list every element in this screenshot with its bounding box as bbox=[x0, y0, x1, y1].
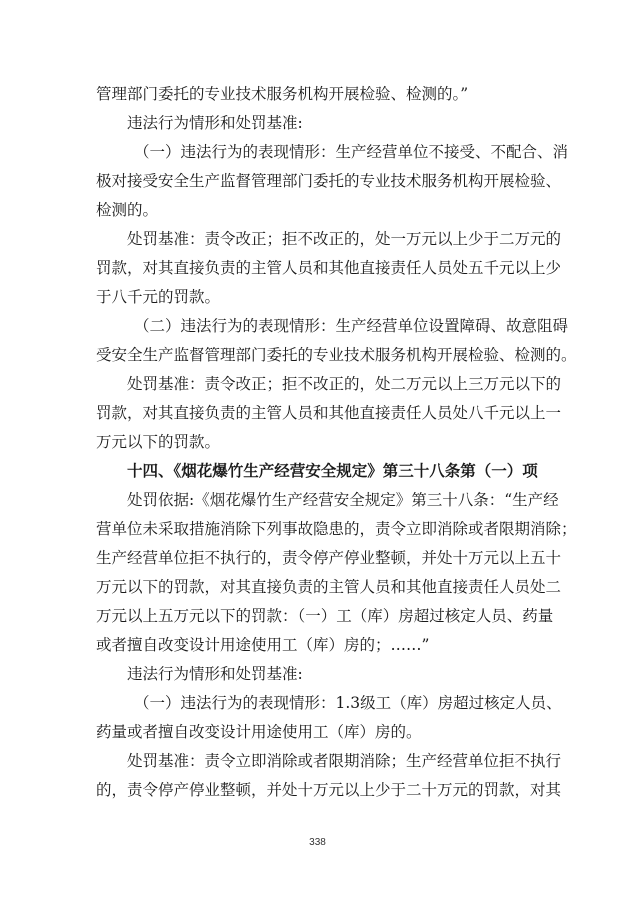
text-line: （一）违法行为的表现情形：1.3级工（库）房超过核定人员、 bbox=[134, 694, 562, 712]
text-line: 万元以下的罚款。 bbox=[96, 433, 221, 451]
text-line: 处罚基准：责令立即消除或者限期消除；生产经营单位拒不执行 bbox=[127, 752, 562, 770]
text-line: 处罚基准：责令改正；拒不改正的，处二万元以上三万元以下的 bbox=[127, 375, 562, 393]
text-line: 万元以上五万元以下的罚款：（一）工（库）房超过核定人员、药量 bbox=[96, 607, 554, 625]
text-line: 万元以下的罚款，对其直接负责的主管人员和其他直接责任人员处二 bbox=[96, 578, 562, 596]
text-line: 营单位未采取措施消除下列事故隐患的，责令立即消除或者限期消除； bbox=[96, 520, 577, 538]
document-body bbox=[96, 84, 577, 809]
text-line: 极对接受安全生产监督管理部门委托的专业技术服务机构开展检验、 bbox=[96, 172, 562, 190]
text-line: 违法行为情形和处罚基准: bbox=[127, 114, 303, 132]
text-line: （一）违法行为的表现情形：生产经营单位不接受、不配合、消 bbox=[134, 143, 569, 161]
section-heading: 十四、《烟花爆竹生产经营安全规定》第三十八条第（一）项 bbox=[127, 462, 538, 480]
text-line: （二）违法行为的表现情形：生产经营单位设置障碍、故意阻碍 bbox=[134, 317, 569, 335]
page-number: 338 bbox=[309, 837, 326, 848]
text-line: 药量或者擅自改变设计用途使用工（库）房的。 bbox=[96, 723, 422, 741]
text-line: 或者擅自改变设计用途使用工（库）房的；……” bbox=[96, 636, 430, 654]
text-line: 的，责令停产停业整顿，并处十万元以上少于二十万元的罚款，对其 bbox=[96, 781, 562, 799]
text-line: 检测的。 bbox=[96, 201, 159, 219]
text-line: 于八千元的罚款。 bbox=[96, 288, 221, 306]
text-line: 处罚依据:《烟花爆竹生产经营安全规定》第三十八条：“生产经 bbox=[127, 491, 559, 509]
text-line: 罚款，对其直接负责的主管人员和其他直接责任人员处八千元以上一 bbox=[96, 404, 562, 422]
text-line: 违法行为情形和处罚基准: bbox=[127, 665, 303, 683]
text-line: 受安全生产监督管理部门委托的专业技术服务机构开展检验、检测的。 bbox=[96, 346, 577, 364]
text-line: 生产经营单位拒不执行的，责令停产停业整顿，并处十万元以上五十 bbox=[96, 549, 562, 567]
text-line: 罚款，对其直接负责的主管人员和其他直接责任人员处五千元以上少 bbox=[96, 259, 562, 277]
text-line: 管理部门委托的专业技术服务机构开展检验、检测的。” bbox=[96, 85, 469, 103]
text-line: 处罚基准：责令改正；拒不改正的，处一万元以上少于二万元的 bbox=[127, 230, 562, 248]
